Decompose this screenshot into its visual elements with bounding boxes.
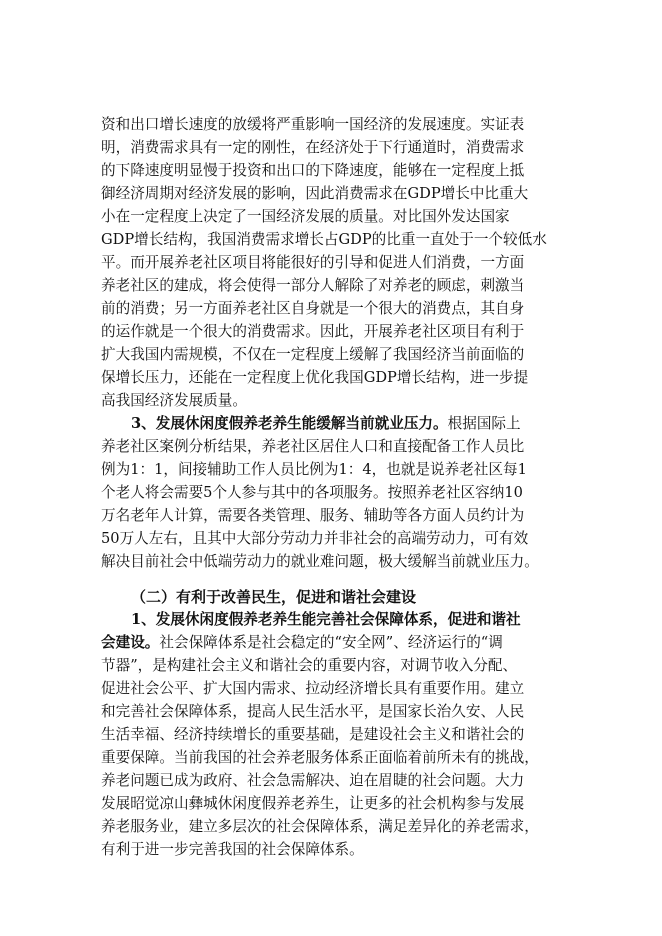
paragraph-line: 生活幸福、经济持续增长的重要基础，是建设社会主义和谐社会的: [101, 726, 525, 743]
paragraph-line: 前的消费；另一方面养老社区自身就是一个很大的消费点，其自身: [101, 300, 525, 317]
paragraph-line: 养老服务业，建立多层次的社会保障体系，满足差异化的养老需求，: [101, 818, 539, 835]
point-1-heading: 1、发展休闲度假养老养生能完善社会保障体系，促进和谐社: [131, 611, 521, 628]
paragraph-line: 养老社区案例分析结果，养老社区居住人口和直接配备工作人员比: [101, 438, 525, 455]
paragraph-line: 万名老年人计算，需要各类管理、服务、辅助等各方面人员约计为: [101, 507, 525, 524]
paragraph-line: 促进社会公平、扩大国内需求、拉动经济增长具有重要作用。建立: [101, 680, 525, 697]
point-3-first-line: [131, 413, 559, 435]
paragraph-line: 个老人将会需要5个人参与其中的各项服务。按照养老社区容纳10: [101, 484, 523, 501]
paragraph-line: 发展昭觉凉山彝城休闲度假养老养生，让更多的社会机构参与发展: [101, 795, 525, 812]
paragraph-line: 和完善社会保障体系，提高人民生活水平，是国家长治久安、人民: [101, 703, 525, 720]
paragraph-line: 资和出口增长速度的放缓将严重影响一国经济的发展速度。实证表: [101, 116, 525, 133]
paragraph-line: 小在一定程度上决定了一国经济发展的质量。对比国外发达国家: [101, 208, 510, 225]
paragraph-line: 明，消费需求具有一定的刚性，在经济处于下行通道时，消费需求: [101, 139, 525, 156]
point-1-heading-end: 会建设。: [101, 634, 160, 651]
paragraph-line: 高我国经济发展质量。: [101, 392, 247, 409]
point-1-second-line: [101, 632, 559, 654]
paragraph-line: 扩大我国内需规模，不仅在一定程度上缓解了我国经济当前面临的: [101, 346, 525, 363]
point-1-second-line-rest: 社会保障体系是社会稳定的“安全网”、经济运行的“调: [159, 634, 503, 651]
paragraph-line: GDP增长结构，我国消费需求增长占GDP的比重一直处于一个较低水: [101, 231, 547, 248]
paragraph-line: 例为1：1，间接辅助工作人员比例为1：4，也就是说养老社区每1: [101, 461, 527, 478]
paragraph-line: 重要保障。当前我国的社会养老服务体系正面临着前所未有的挑战，: [101, 749, 539, 766]
paragraph-line: 平。而开展养老社区项目将能很好的引导和促进人们消费，一方面: [101, 254, 525, 271]
paragraph-line: 的下降速度明显慢于投资和出口的下降速度，能够在一定程度上抵: [101, 162, 525, 179]
paragraph-line: 御经济周期对经济发展的影响，因此消费需求在GDP增长中比重大: [101, 185, 529, 202]
paragraph-line: 保增长压力，还能在一定程度上优化我国GDP增长结构，进一步提: [101, 369, 529, 386]
paragraph-line: 的运作就是一个很大的消费需求。因此，开展养老社区项目有利于: [101, 323, 525, 340]
point-3-heading: 3、发展休闲度假养老养生能缓解当前就业压力。: [131, 415, 448, 432]
paragraph-line: 50万人左右，且其中大部分劳动力并非社会的高端劳动力，可有效: [101, 530, 529, 547]
paragraph-line: 养老问题已成为政府、社会急需解决、迫在眉睫的社会问题。大力: [101, 772, 525, 789]
point-3-first-line-rest: 根据国际上: [447, 415, 521, 432]
paragraph-line: 节器”，是构建社会主义和谐社会的重要内容，对调节收入分配、: [101, 657, 518, 674]
paragraph-line: 解决目前社会中低端劳动力的就业难问题，极大缓解当前就业压力。: [101, 553, 539, 570]
section-heading: （二）有利于改善民生，促进和谐社会建设: [131, 588, 417, 606]
paragraph-line: 有利于进一步完善我国的社会保障体系。: [101, 841, 364, 858]
paragraph-line: 养老社区的建成，将会使得一部分人解除了对养老的顾虑，刺激当: [101, 277, 525, 294]
